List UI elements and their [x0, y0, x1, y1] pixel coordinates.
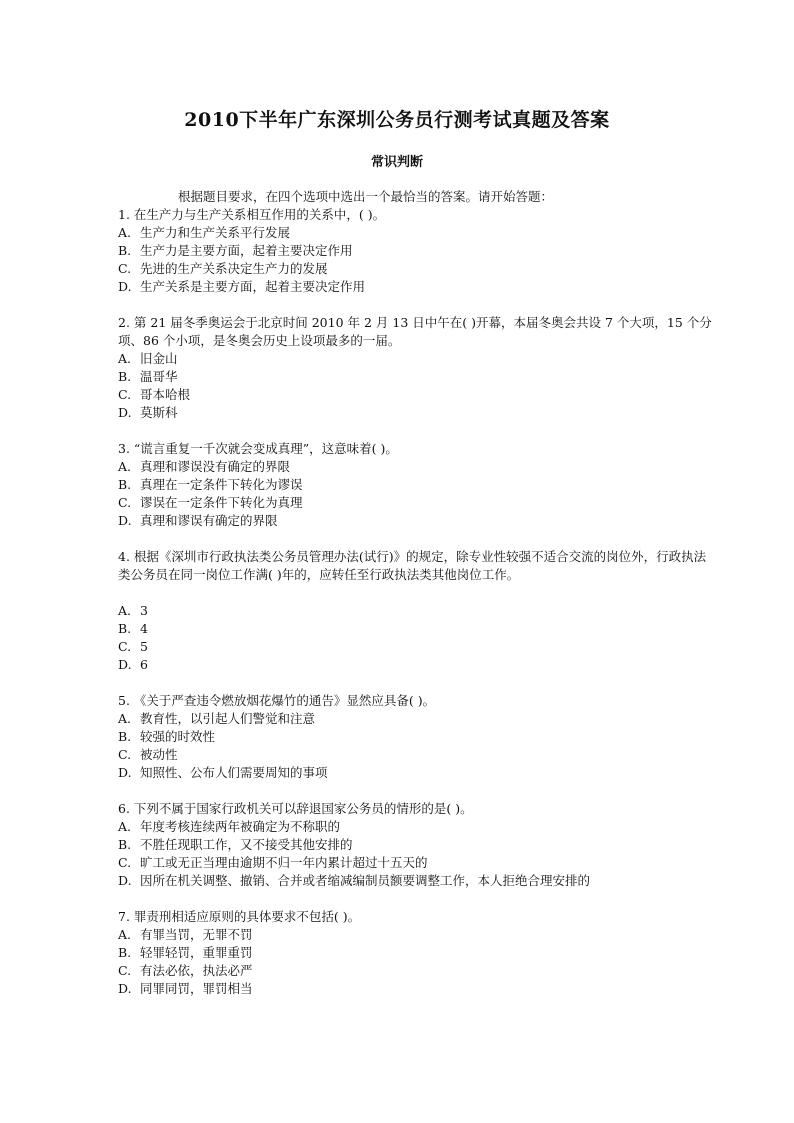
option-letter: C.: [118, 639, 132, 654]
option-letter: D.: [118, 279, 132, 294]
option-b: [118, 728, 718, 746]
option-text: 同罪同罚，罪罚相当: [140, 981, 253, 996]
option-text: 3: [140, 603, 148, 618]
option-letter: B.: [118, 837, 132, 852]
option-d: [118, 764, 718, 782]
option-letter: B.: [118, 945, 132, 960]
option-text: 先进的生产关系决定生产力的发展: [140, 261, 328, 276]
option-d: [118, 872, 718, 890]
option-a: [118, 818, 718, 836]
question-5: [118, 692, 718, 782]
option-letter: B.: [118, 729, 132, 744]
spacer: [118, 584, 718, 602]
option-letter: A.: [118, 225, 132, 240]
option-c: [118, 260, 718, 278]
option-letter: B.: [118, 621, 132, 636]
option-text: 生产力是主要方面，起着主要决定作用: [140, 243, 353, 258]
option-d: [118, 512, 718, 530]
option-text: 生产力和生产关系平行发展: [140, 225, 291, 240]
option-text: 较强的时效性: [140, 729, 216, 744]
option-letter: B.: [118, 369, 132, 384]
question-list: [118, 188, 718, 1016]
option-letter: C.: [118, 747, 132, 762]
option-text: 旷工或无正当理由逾期不归一年内累计超过十五天的: [140, 855, 428, 870]
option-text: 知照性、公布人们需要周知的事项: [140, 765, 328, 780]
option-letter: A.: [118, 819, 132, 834]
option-a: [118, 926, 718, 944]
option-d: [118, 980, 718, 998]
option-letter: D.: [118, 873, 132, 888]
option-text: 旧金山: [140, 351, 178, 366]
question-stem: 2. 第 21 届冬季奥运会于北京时间 2010 年 2 月 13 日中午在( )开幕，本届冬奥会共设 7 个大项，15 个分项、86 个小项，是冬奥会历史上设项最多的一届。: [118, 315, 712, 348]
section-heading: 常识判断: [370, 155, 423, 170]
question-stem: 5. 《关于严查违令燃放烟花爆竹的通告》显然应具备( )。: [118, 693, 436, 708]
question-6: [118, 800, 718, 890]
option-text: 有罪当罚，无罪不罚: [140, 927, 253, 942]
option-a: [118, 224, 718, 242]
instructions: 根据题目要求，在四个选项中选出一个最恰当的答案。请开始答题：: [178, 189, 554, 204]
option-letter: D.: [118, 765, 132, 780]
option-text: 5: [140, 639, 148, 654]
option-letter: C.: [118, 495, 132, 510]
option-letter: C.: [118, 387, 132, 402]
option-c: [118, 494, 718, 512]
option-letter: A.: [118, 351, 132, 366]
option-letter: B.: [118, 243, 132, 258]
question-stem: 7. 罪责刑相适应原则的具体要求不包括( )。: [118, 909, 361, 924]
option-c: [118, 962, 718, 980]
option-a: [118, 458, 718, 476]
option-text: 谬误在一定条件下转化为真理: [140, 495, 303, 510]
option-b: [118, 242, 718, 260]
option-text: 真理和谬误没有确定的界限: [140, 459, 291, 474]
option-c: [118, 854, 718, 872]
option-text: 生产关系是主要方面，起着主要决定作用: [140, 279, 366, 294]
option-letter: D.: [118, 405, 132, 420]
option-d: [118, 404, 718, 422]
question-stem: 4. 根据《深圳市行政执法类公务员管理办法(试行)》的规定，除专业性较强不适合交流的岗位外，行政执法类公务员在同一岗位工作满( )年的，应转任至行政执法类其他岗位工作。: [118, 549, 707, 582]
option-text: 有法必依，执法必严: [140, 963, 253, 978]
question-2: [118, 314, 718, 422]
option-text: 6: [140, 657, 148, 672]
question-stem: 3. “谎言重复一千次就会变成真理”，这意味着( )。: [118, 441, 398, 456]
option-a: [118, 350, 718, 368]
option-text: 教育性，以引起人们警觉和注意: [140, 711, 316, 726]
option-c: [118, 746, 718, 764]
option-b: [118, 836, 718, 854]
question-stem: 1. 在生产力与生产关系相互作用的关系中，( )。: [118, 207, 386, 222]
option-text: 年度考核连续两年被确定为不称职的: [140, 819, 341, 834]
option-text: 不胜任现职工作，又不接受其他安排的: [140, 837, 353, 852]
option-b: [118, 944, 718, 962]
question-stem: 6. 下列不属于国家行政机关可以辞退国家公务员的情形的是( )。: [118, 801, 473, 816]
option-text: 哥本哈根: [140, 387, 191, 402]
option-letter: D.: [118, 981, 132, 996]
question-3: [118, 440, 718, 530]
option-letter: A.: [118, 711, 132, 726]
option-b: [118, 476, 718, 494]
option-text: 真理在一定条件下转化为谬误: [140, 477, 303, 492]
option-text: 因所在机关调整、撤销、合并或者缩减编制员额要调整工作，本人拒绝合理安排的: [140, 873, 591, 888]
option-letter: D.: [118, 657, 132, 672]
option-c: [118, 638, 718, 656]
option-a: [118, 710, 718, 728]
question-4: [118, 548, 718, 674]
option-text: 被动性: [140, 747, 178, 762]
question-7: [118, 908, 718, 998]
option-a: [118, 602, 718, 620]
option-text: 温哥华: [140, 369, 178, 384]
option-letter: B.: [118, 477, 132, 492]
option-letter: C.: [118, 855, 132, 870]
option-d: [118, 278, 718, 296]
option-b: [118, 368, 718, 386]
option-b: [118, 620, 718, 638]
option-letter: C.: [118, 963, 132, 978]
option-c: [118, 386, 718, 404]
option-letter: A.: [118, 927, 132, 942]
option-text: 真理和谬误有确定的界限: [140, 513, 278, 528]
option-text: 轻罪轻罚，重罪重罚: [140, 945, 253, 960]
option-letter: C.: [118, 261, 132, 276]
question-1: [118, 206, 718, 296]
document-title: 2010下半年广东深圳公务员行测考试真题及答案: [184, 109, 610, 131]
option-d: [118, 656, 718, 674]
option-letter: A.: [118, 603, 132, 618]
option-letter: A.: [118, 459, 132, 474]
option-text: 4: [140, 621, 148, 636]
option-text: 莫斯科: [140, 405, 178, 420]
option-letter: D.: [118, 513, 132, 528]
